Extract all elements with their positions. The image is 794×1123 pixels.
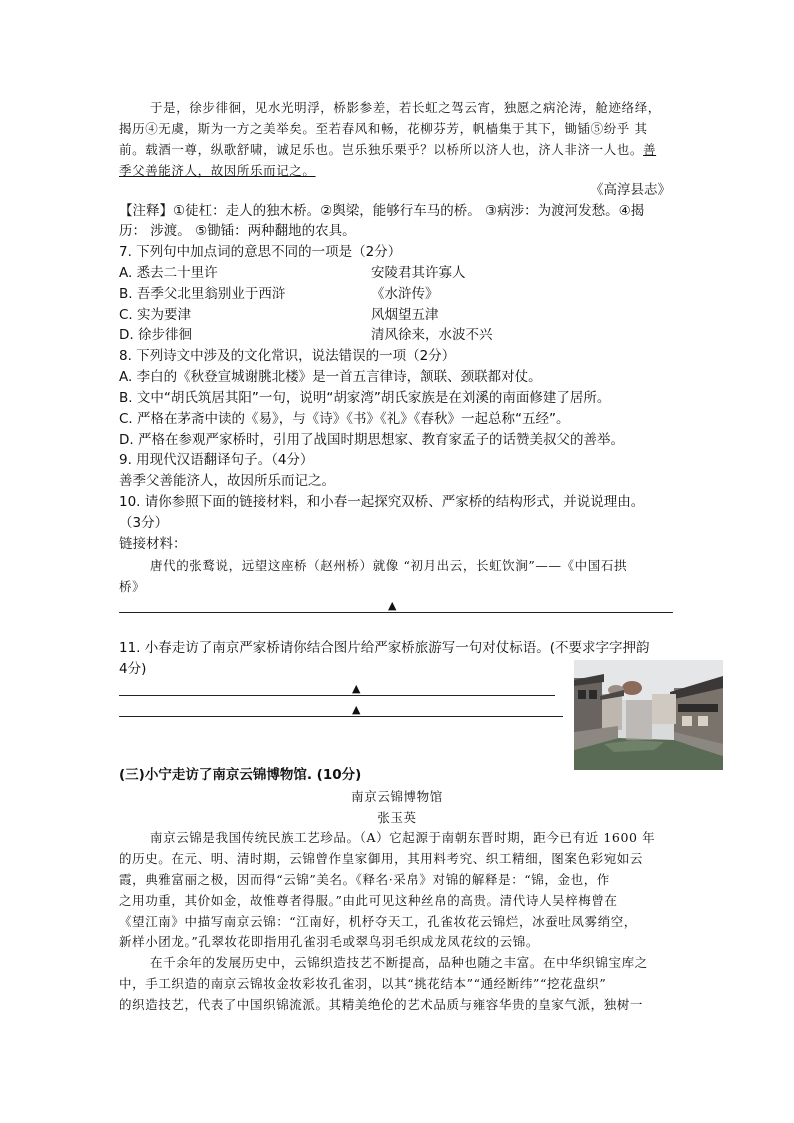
q7-option-a	[119, 263, 466, 283]
q8-option-b: B. 文中“胡氏筑居其阳”一句，说明“胡家湾”胡氏家族是在刘溪的南面修建了居所。	[119, 390, 611, 406]
passage-underlined-sentence: 季父善能济人，故因所乐而记之。	[119, 163, 316, 178]
section3-heading: (三)小宁走访了南京云锦博物馆. (10分)	[119, 767, 362, 783]
q10-points: （3分）	[119, 515, 169, 531]
passage-line-1: 于是，徐步徘徊，见水光明浮，桥影参差，若长虹之驾云宵，独愿之病沦涛，舱迹络绎，	[150, 100, 661, 115]
q7-option-d-left: D. 徐步徘徊	[119, 327, 192, 343]
q10-material-line-2: 桥》	[119, 579, 146, 594]
article-p2-line-1: 在千余年的发展历史中，云锦织造技艺不断提高，品种也随之丰富。在中华织锦宝库之	[150, 955, 648, 970]
q7-option-b-left: B. 吾季父北里翁别业于西浒	[119, 286, 286, 302]
q7-option-c-left: C. 实为要津	[119, 307, 192, 323]
q9-stem: 9. 用现代汉语翻译句子。（4分）	[119, 452, 314, 468]
q8-stem: 8. 下列诗文中涉及的文化常识，说法错误的一项（2分）	[119, 348, 456, 364]
notes-line-2: 历： 涉渡。 ⑤锄锸：两种翻地的农具。	[119, 223, 356, 239]
article-p1-line-6: 新样小团龙。”孔翠妆花即指用孔雀羽毛或翠鸟羽毛织成龙凤花纹的云锦。	[119, 934, 539, 949]
section3-article-title: 南京云锦博物馆	[351, 789, 443, 804]
canal-town-photo-svg	[574, 660, 723, 770]
q10-answer-marker: ▲	[388, 599, 397, 612]
q7-option-b	[119, 284, 439, 304]
q11-answer-line-2[interactable]	[119, 716, 563, 717]
canal-town-photo	[574, 660, 723, 770]
article-p1-line-3: 霞，典雅富丽之极，因而得“云锦”美名。《释名·采帛》对锦的解释是：“锦，金也，作	[119, 872, 610, 887]
q9-sentence: 善季父善能济人，故因所乐而记之。	[119, 473, 335, 489]
passage-line-3	[119, 140, 656, 160]
section3-article-author: 张玉英	[377, 810, 417, 825]
q8-option-a: A. 李白的《秋登宣城谢朓北楼》是一首五言律诗，颔联、颈联都对仗。	[119, 369, 542, 385]
q8-option-c: C. 严格在茅斋中读的《易》，与《诗》《书》《礼》《春秋》一起总称“五经”。	[119, 411, 570, 427]
q11-points: 4分)	[119, 661, 147, 677]
q7-option-c	[119, 305, 439, 325]
q11-answer-marker-1: ▲	[352, 682, 361, 695]
q11-answer-marker-2: ▲	[352, 703, 361, 716]
q7-option-c-right: 风烟望五津	[371, 307, 439, 323]
passage-source: 《高淳县志》	[590, 182, 671, 198]
article-p2-line-2: 中，手工织造的南京云锦妆金妆彩妆孔雀羽，以其“挑花结本”“通经断纬”“挖花盘织”	[119, 976, 607, 991]
passage-line-3-text: 前。载酒一尊，纵歌舒啸，诚足乐也。岂乐独乐栗乎？以桥所以济人也，济人非济一人也。	[119, 142, 644, 157]
article-p1-line-1: 南京云锦是我国传统民族工艺珍品。（A）它起源于南朝东晋时期，距今已有近 1600 年	[150, 830, 656, 845]
q10-stem: 10. 请你参照下面的链接材料，和小春一起探究双桥、严家桥的结构形式，并说说理由。	[119, 494, 645, 510]
q7-option-b-right: 《水浒传》	[371, 286, 439, 302]
q7-option-a-right: 安陵君其许寡人	[371, 265, 466, 281]
q8-option-d: D. 严格在参观严家桥时，引用了战国时期思想家、教育家孟子的话赞美叔父的善举。	[119, 432, 624, 448]
article-p2-line-3: 的织造技艺，代表了中国织锦流派。其精美绝伦的艺术品质与雍容华贵的皇家气派，独树一	[119, 997, 644, 1012]
article-p1-line-5: 《望江南》中描写南京云锦：“江南好，机杼夺天工，孔雀妆花云锦烂，冰蚕吐凤雾绡空，	[119, 914, 637, 929]
q7-option-d	[119, 325, 493, 345]
passage-line-2: 揭历④无虞，斯为一方之美举矣。至若春风和畅，花柳芬芳，帆樯集于其下，锄锸⑤纷乎 其	[119, 121, 648, 136]
q10-answer-line[interactable]	[119, 612, 673, 613]
q7-option-a-left: A. 悉去二十里许	[119, 265, 218, 281]
q11-stem: 11. 小春走访了南京严家桥请你结合图片给严家桥旅游写一句对仗标语。(不要求字字押韵	[119, 640, 650, 656]
passage-underlined-start: 善	[643, 142, 657, 157]
q7-stem: 7. 下列句中加点词的意思不同的一项是（2分）	[119, 244, 402, 260]
q11-answer-line-1[interactable]	[119, 695, 555, 696]
notes-line-1: 【注释】①徒杠：走人的独木桥。②舆梁，能够行车马的桥。 ③病涉：为渡河发愁。④揭	[119, 203, 645, 219]
q7-option-d-right: 清风徐来，水波不兴	[371, 327, 493, 343]
q10-material-line-1: 唐代的张鹜说，远望这座桥（赵州桥）就像 “初月出云，长虹饮涧”——《中国石拱	[150, 558, 628, 573]
article-p1-line-2: 的历史。在元、明、清时期，云锦曾作皇家御用，其用料考究、织工精细，图案色彩宛如云	[119, 851, 644, 866]
article-p1-line-4: 之用功重，其价如金，故惟尊者得服。”由此可见这种丝帛的高贵。清代诗人吴梓梅曾在	[119, 893, 618, 908]
q10-link-label: 链接材料：	[119, 536, 187, 552]
